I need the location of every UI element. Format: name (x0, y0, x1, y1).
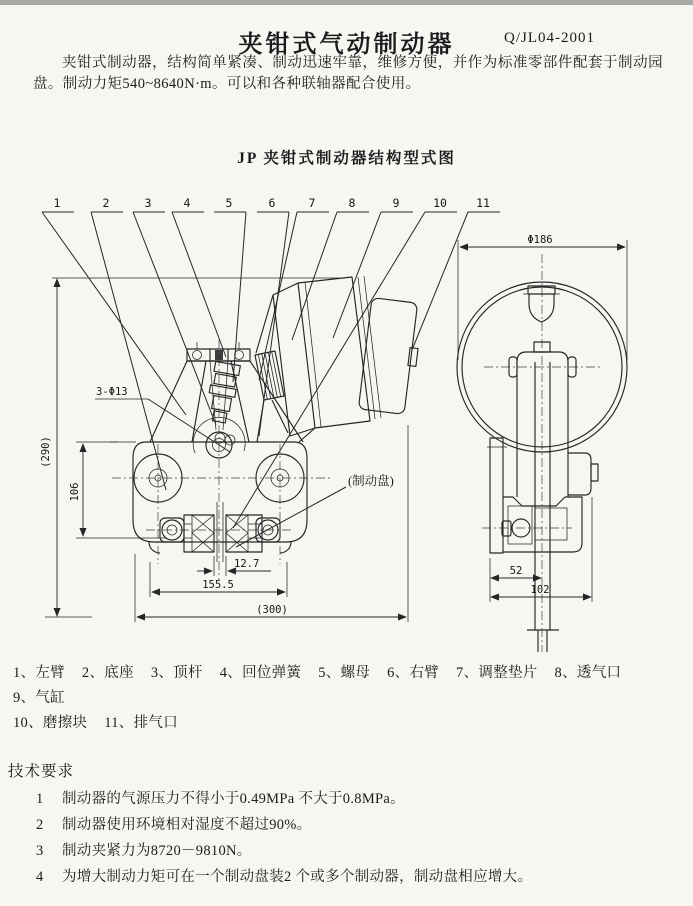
part-item: 10、磨擦块 (13, 715, 88, 731)
part-item: 8、透气口 (554, 665, 622, 681)
part-item: 11、排气口 (104, 715, 179, 731)
part-item: 5、螺母 (318, 665, 371, 681)
svg-text:11: 11 (476, 196, 490, 210)
parts-list (13, 661, 685, 736)
tech-requirement-item: 2 制动器使用环境相对湿度不超过90%。 (36, 817, 312, 833)
scan-edge (0, 0, 693, 5)
svg-text:8: 8 (348, 196, 356, 210)
tech-requirement-item: 1 制动器的气源压力不得小于0.49MPa 不大于0.8MPa。 (36, 791, 405, 807)
dim-base-width: 102 (530, 584, 550, 596)
tech-requirement-item: 3 制动夹紧力为8720－9810N。 (36, 843, 252, 859)
svg-text:2: 2 (102, 196, 110, 210)
part-item: 3、顶杆 (150, 665, 203, 681)
svg-text:9: 9 (392, 196, 400, 210)
svg-text:7: 7 (308, 196, 316, 210)
technical-requirements (8, 759, 684, 893)
dim-base-height: 106 (69, 482, 81, 502)
callout-3 (133, 196, 216, 425)
tech-requirement-item: 4 为增大制动力矩可在一个制动盘装2 个或多个制动器，制动盘相应增大。 (36, 869, 533, 885)
callout-2 (91, 196, 166, 490)
part-item: 6、右臂 (387, 665, 440, 681)
callout-11 (412, 196, 500, 350)
intro-paragraph: 夹钳式制动器，结构简单紧凑、制动迅速牢靠，维修方便，并作为标准零部件配套于制动园盘。制动力矩540~8640N·m。可以和各种联轴器配合使用。 (33, 55, 663, 92)
part-item: 9、气缸 (13, 690, 65, 706)
dim-overall-width: (300) (256, 604, 288, 616)
dim-cylinder-diameter: Φ186 (527, 234, 553, 246)
brake-structure-drawing (0, 190, 693, 652)
front-view (40, 276, 418, 622)
svg-text:6: 6 (268, 196, 276, 210)
parts-list-line-2 (13, 711, 685, 736)
label-brake-disc: (制动盘) (348, 474, 394, 488)
dim-overall-height: (290) (40, 436, 52, 468)
label-mounting-holes: 3-Φ13 (96, 386, 128, 398)
side-view (457, 234, 627, 652)
part-item: 1、左臂 (13, 665, 65, 681)
standard-number: Q/JL04-2001 (504, 30, 595, 46)
svg-text:4: 4 (183, 196, 191, 210)
tech-requirements-heading: 技术要求 (8, 763, 75, 780)
svg-text:5: 5 (225, 196, 233, 210)
callout-9 (333, 196, 413, 338)
page-title: 夹钳式气动制动器 (238, 32, 455, 58)
svg-text:3: 3 (144, 196, 152, 210)
dim-offset: 52 (509, 565, 523, 577)
part-item: 4、回位弹簧 (219, 665, 302, 681)
callout-1 (42, 196, 186, 415)
dim-disc-slot: 12.7 (234, 558, 260, 570)
svg-text:1: 1 (53, 196, 61, 210)
part-item: 2、底座 (81, 665, 134, 681)
figure-title: JP 夹钳式制动器结构型式图 (237, 150, 456, 167)
part-item: 7、调整垫片 (456, 665, 538, 681)
dim-bolt-span: 155.5 (202, 579, 234, 591)
svg-text:10: 10 (433, 196, 447, 210)
parts-list-line-1 (13, 661, 685, 711)
